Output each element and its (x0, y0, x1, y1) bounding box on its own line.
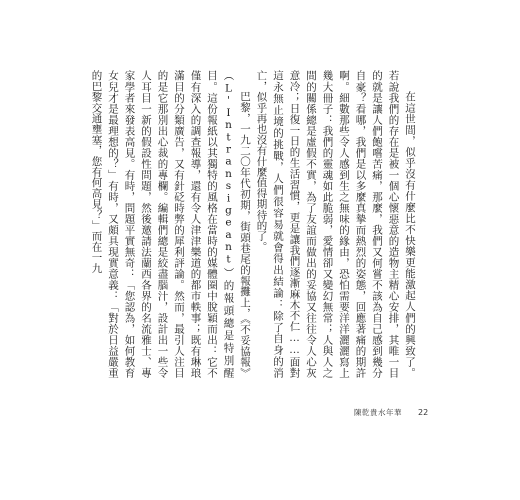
paragraph-2: 巴黎，一九二〇年代初期，街頭巷尾的報攤上，《不妥協報》（L'Intransigeant）的報頭總是特別醒目。這份報紙以其獨特的風格在當時的媒體圈中脫穎而出：它不僅有深入的調查報導，還有令人津津樂道的都市軼事；既有琳琅滿目的分類廣告，又有針砭時弊的犀利評論。然而，最引人注目的是它那別出心裁的專欄。編輯們總是絞盡腦汁，設計出一些令人耳目一新的假設性問題，然後邀請法蘭西各界的名流雅士、專家學者來發表高見。有時，問題平實無奇：「您認為，如何教育女兒才是最理想的？」有時，又頗具現實意義：「對於日益嚴重的巴黎交通壅塞，您有何高見？」而在一九 (90, 70, 251, 378)
running-head: 陳乾貴水年華 (354, 408, 402, 417)
paragraph-1: 在這世間，似乎沒有什麼比不快樂更能激起人們的興致了。若說我們的存在是被一個心懷惡意的造物主精心安排，其唯一目的就是讓人們飽嚐苦痛，那麼，我們又何嘗不該為自己感到幾分自豪？看哪，我們是以多麼真摯而熱烈的姿態，回應著痛的期許啊。細數那些令人感到生之無味的緣由，恐怕需要洋洋灑灑寫上幾大冊子：我們的靈魂如此脆弱，愛情卻又變幻無常；人與人之間的關係總是虛假不實，為了友誼而做出的妥協又往往令人心灰意冷；日復一日的生活習慣，更是讓我們逐漸麻木不仁……面對這永無止境的挑戰，人們很容易就會得出結論：除了自身的消亡，似乎再也沒有什麼值得期待的了。 (255, 70, 416, 378)
page-number: 22 (418, 408, 429, 417)
body-text (90, 70, 418, 378)
page-footer (354, 407, 428, 418)
